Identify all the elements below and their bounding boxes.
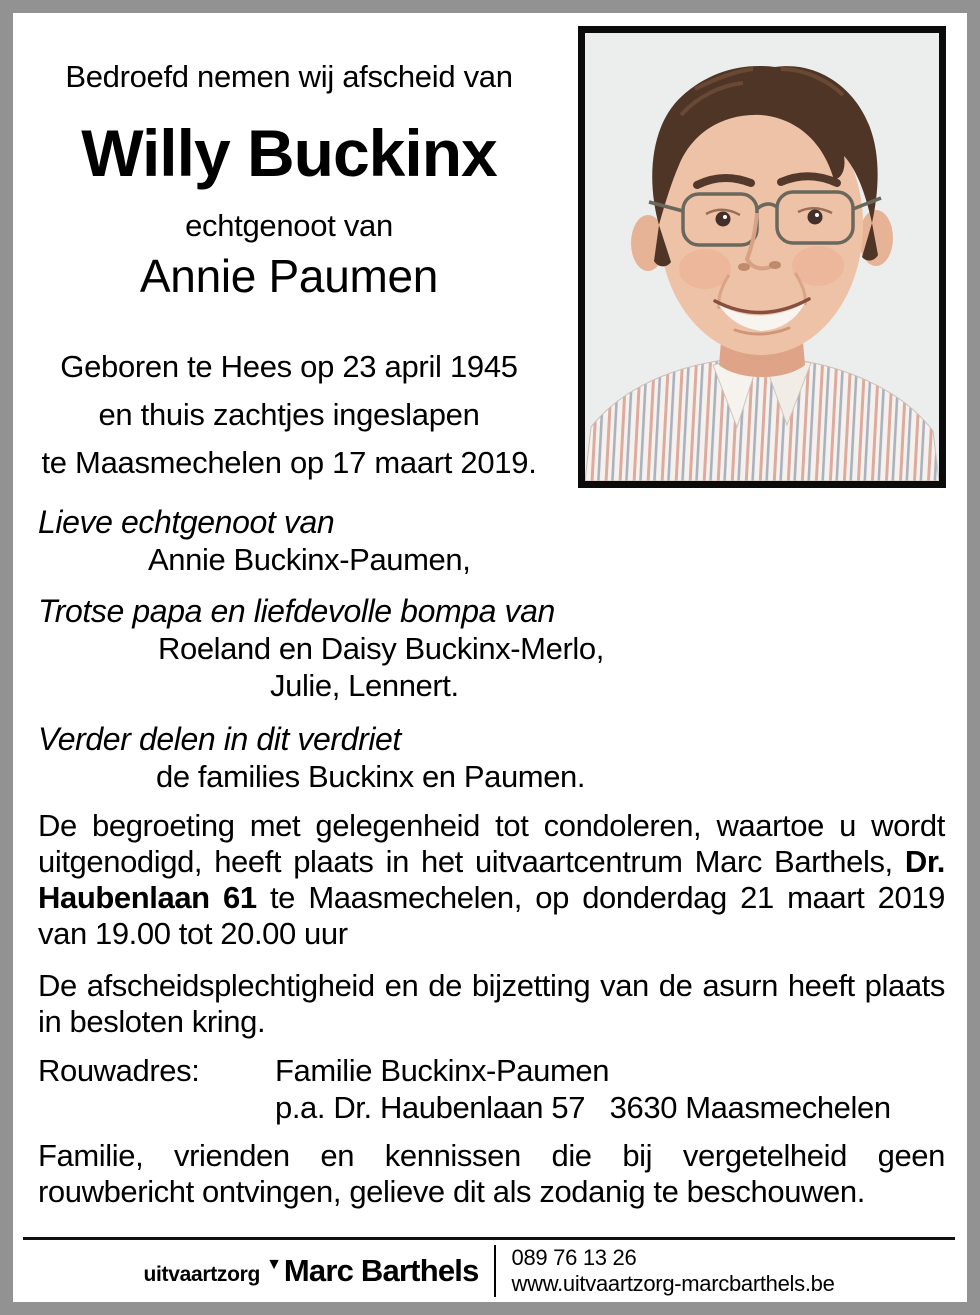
spouse-name: Annie Paumen	[139, 250, 439, 302]
birth-death-info	[13, 343, 565, 487]
footer-content	[23, 1245, 955, 1297]
portrait-illustration	[585, 33, 939, 481]
footer-divider-line	[23, 1237, 955, 1240]
closing-paragraph: Familie, vrienden en kennissen die bij vergetelheid geen rouwbericht ontvingen, gelieve dit als zodanig te beschouwen.	[38, 1138, 945, 1209]
spouse-full-name: Annie Buckinx-Paumen,	[148, 542, 471, 577]
mourning-address-value	[275, 1052, 891, 1126]
mourning-address	[38, 1052, 945, 1126]
grandchildren-names: Julie, Lennert.	[270, 668, 459, 703]
phone-number: 089 76 13 26	[511, 1245, 637, 1270]
families-intro-label: Verder delen in dit verdriet	[38, 721, 401, 757]
death-line: en thuis zachtjes ingeslapen	[98, 397, 480, 432]
website-url: www.uitvaartzorg-marcbarthels.be	[511, 1271, 835, 1296]
death-place-line: te Maasmechelen op 17 maart 2019.	[41, 445, 537, 480]
children-intro-label: Trotse papa en liefdevolle bompa van	[38, 593, 555, 629]
mourning-address-street: p.a. Dr. Haubenlaan 57 3630 Maasmechelen	[275, 1090, 891, 1125]
greeting-paragraph	[38, 808, 945, 952]
funeral-home-logo	[143, 1253, 478, 1289]
mourning-address-family: Familie Buckinx-Paumen	[275, 1053, 610, 1088]
relation-line: echtgenoot van	[185, 208, 393, 243]
triangle-logo-icon: ▼	[266, 1256, 282, 1273]
families-names: de families Buckinx en Paumen.	[156, 759, 586, 794]
spouse-intro-label: Lieve echtgenoot van	[38, 504, 335, 540]
birth-line: Geboren te Hees op 23 april 1945	[60, 349, 518, 384]
children-names: Roeland en Daisy Buckinx-Merlo,	[158, 631, 604, 666]
greeting-text-pre: De begroeting met gelegenheid tot condoleren, waartoe u wordt uitgenodigd, heeft plaats in het uitvaartcentrum Marc Barthels,	[38, 808, 945, 879]
greeting-text-post: te Maasmechelen, op donderdag 21 maart 2019 van 19.00 tot 20.00 uur	[38, 880, 945, 951]
brand-small-label: uitvaartzorg	[143, 1263, 261, 1286]
intro-line: Bedroefd nemen wij afscheid van	[65, 59, 513, 94]
announcement-header	[13, 13, 565, 487]
footer-vertical-divider	[494, 1245, 496, 1297]
portrait-photo	[578, 26, 946, 488]
brand-name-label: Marc Barthels	[283, 1253, 479, 1288]
footer-contact-info	[512, 1245, 835, 1297]
funeral-home-footer	[23, 1237, 955, 1297]
deceased-name: Willy Buckinx	[81, 116, 497, 190]
mourning-address-label: Rouwadres:	[38, 1053, 200, 1088]
obituary-body	[38, 503, 945, 1210]
private-ceremony-paragraph: De afscheidsplechtigheid en de bijzetting van de asurn heeft plaats in besloten kring.	[38, 968, 945, 1039]
greeting-address-bold: Dr. Haubenlaan 61	[38, 844, 945, 915]
